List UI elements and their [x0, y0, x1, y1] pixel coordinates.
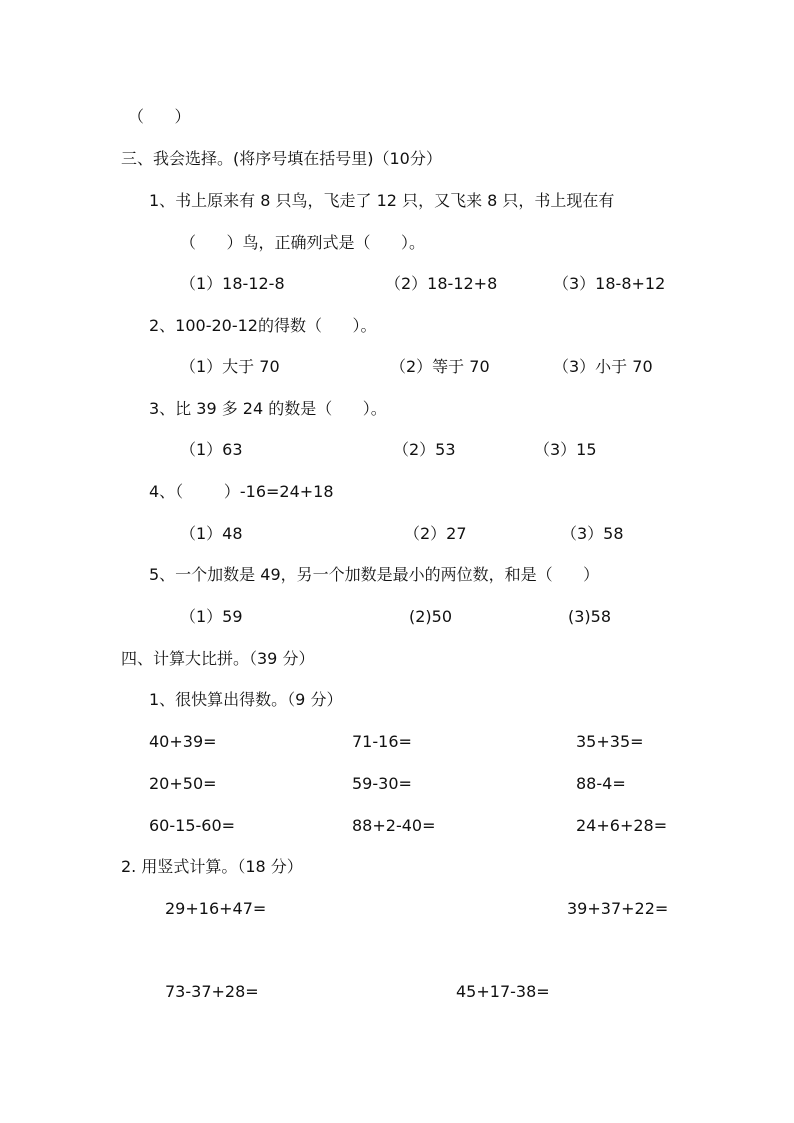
question-2: 2、100-20-12的得数（ ）。	[149, 316, 377, 335]
calc-3-3: 24+6+28=	[576, 816, 668, 835]
question-4-option-3: （3）58	[561, 524, 624, 543]
calc-2-1: 20+50=	[149, 774, 217, 793]
calc-1-1: 40+39=	[149, 732, 217, 751]
question-1-option-2: （2）18-12+8	[385, 274, 498, 293]
question-2-option-1: （1）大于 70	[180, 357, 280, 376]
calc-3-1: 60-15-60=	[149, 816, 236, 835]
question-3: 3、比 39 多 24 的数是（ ）。	[149, 399, 387, 418]
question-2-option-3: （3）小于 70	[553, 357, 653, 376]
question-1-line-2: （ ）鸟，正确列式是（ ）。	[180, 233, 426, 252]
vertical-calc-4: 45+17-38=	[456, 982, 550, 1001]
question-4: 4、（ ）-16=24+18	[149, 482, 334, 501]
question-4-option-2: （2）27	[404, 524, 467, 543]
question-3-option-1: （1）63	[180, 440, 243, 459]
part-2-title: 2. 用竖式计算。（18 分）	[121, 857, 303, 876]
question-5-option-3: (3)58	[568, 607, 612, 626]
question-1-line-1: 1、书上原来有 8 只鸟，飞走了 12 只，又飞来 8 只，书上现在有	[149, 191, 615, 210]
calc-1-2: 71-16=	[352, 732, 412, 751]
calc-1-3: 35+35=	[576, 732, 644, 751]
question-2-option-2: （2）等于 70	[390, 357, 490, 376]
vertical-calc-1: 29+16+47=	[165, 899, 267, 918]
calc-2-3: 88-4=	[576, 774, 626, 793]
question-1-option-3: （3）18-8+12	[553, 274, 666, 293]
question-5-option-1: （1）59	[180, 607, 243, 626]
question-4-option-1: （1）48	[180, 524, 243, 543]
calc-3-2: 88+2-40=	[352, 816, 436, 835]
part-1-title: 1、很快算出得数。（9 分）	[149, 690, 343, 709]
vertical-calc-2: 39+37+22=	[567, 899, 669, 918]
question-1-option-1: （1）18-12-8	[180, 274, 285, 293]
top-bracket: （ ）	[128, 107, 191, 126]
vertical-calc-3: 73-37+28=	[165, 982, 259, 1001]
question-3-option-2: （2）53	[393, 440, 456, 459]
question-3-option-3: （3）15	[534, 440, 597, 459]
question-5-option-2: (2)50	[409, 607, 453, 626]
section-3-heading: 三、我会选择。(将序号填在括号里)（10分）	[121, 149, 442, 168]
section-4-heading: 四、计算大比拼。（39 分）	[121, 649, 315, 668]
question-5: 5、一个加数是 49，另一个加数是最小的两位数，和是（ ）	[149, 565, 600, 584]
calc-2-2: 59-30=	[352, 774, 412, 793]
